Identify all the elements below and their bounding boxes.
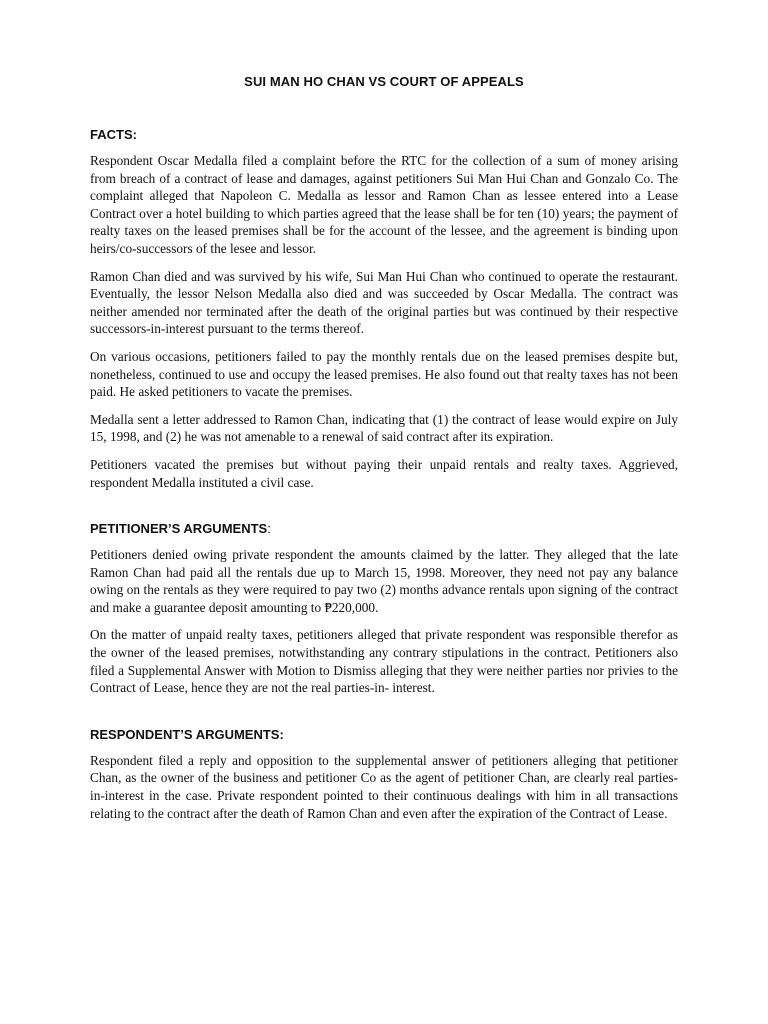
section-heading-text: RESPONDENT’S ARGUMENTS:: [90, 726, 284, 742]
paragraph: Petitioners vacated the premises but without paying their unpaid rentals and realty taxes. Aggrieved, respondent Medalla instituted a civil case.: [90, 456, 678, 490]
section-facts: [90, 127, 678, 491]
document-page: [90, 74, 678, 852]
paragraph: Respondent Oscar Medalla filed a complaint before the RTC for the collection of a sum of money arising from breach of a contract of lease and damages, against petitioners Sui Man Hui Chan and Gonzalo Co. The complaint alleged that Napoleon C. Medalla as lessor and Ramon Chan as lessee entered into a Lease Contract over a hotel building to which parties agreed that the lease shall be for ten (10) years; the payment of realty taxes on the leased premises shall be for the account of the lessee, and the agreement is binding upon heirs/co-successors of the lesee and lessor.: [90, 153, 678, 256]
paragraph: On various occasions, petitioners failed to pay the monthly rentals due on the leased premises despite but, nonetheless, continued to use and occupy the leased premises. He also found out that realty taxes has not been paid. He asked petitioners to vacate the premises.: [90, 348, 678, 400]
paragraph: Respondent filed a reply and opposition to the supplemental answer of petitioners alleging that petitioner Chan, as the owner of the business and petitioner Co as the agent of petitioner Chan, are clearly real parties-in-interest in the case. Private respondent pointed to their continuous dealings with him in all transactions relating to the contract after the death of Ramon Chan and even after the expiration of the Contract of Lease.: [90, 752, 678, 821]
section-respondents-arguments: [90, 727, 678, 822]
paragraph: Petitioners denied owing private respondent the amounts claimed by the latter. They alleged that the late Ramon Chan had paid all the rentals due up to March 15, 1998. Moreover, they need not pay any balance owing on the rentals as they were required to pay two (2) months advance rentals upon signing of the contract and make a guarantee deposit amounting to ₱220,000.: [90, 547, 678, 615]
paragraph: Ramon Chan died and was survived by his wife, Sui Man Hui Chan who continued to operate the restaurant. Eventually, the lessor Nelson Medalla also died and was succeeded by Oscar Medalla. The contract was neither amended nor terminated after the death of the original parties but was continued by their respective successors-in-interest pursuant to the terms thereof.: [90, 268, 678, 337]
section-petitioners-arguments: [90, 521, 678, 697]
section-heading: [90, 727, 678, 742]
section-heading: [90, 521, 678, 536]
section-heading: [90, 127, 678, 142]
section-heading-suffix: :: [267, 521, 271, 537]
document-title: SUI MAN HO CHAN VS COURT OF APPEALS: [244, 74, 524, 89]
paragraph: On the matter of unpaid realty taxes, petitioners alleged that private respondent was responsible therefor as the owner of the leased premises, notwithstanding any contrary stipulations in the contract. Petitioners also filed a Supplemental Answer with Motion to Dismiss alleging that they were neither parties nor privies to the Contract of Lease, hence they are not the real parties-in- interest.: [90, 627, 678, 696]
section-heading-text: FACTS:: [90, 127, 137, 142]
section-heading-text: PETITIONER’S ARGUMENTS: [90, 521, 268, 537]
paragraph: Medalla sent a letter addressed to Ramon Chan, indicating that (1) the contract of lease would expire on July 15, 1998, and (2) he was not amenable to a renewal of said contract after its expiration.: [90, 411, 678, 445]
